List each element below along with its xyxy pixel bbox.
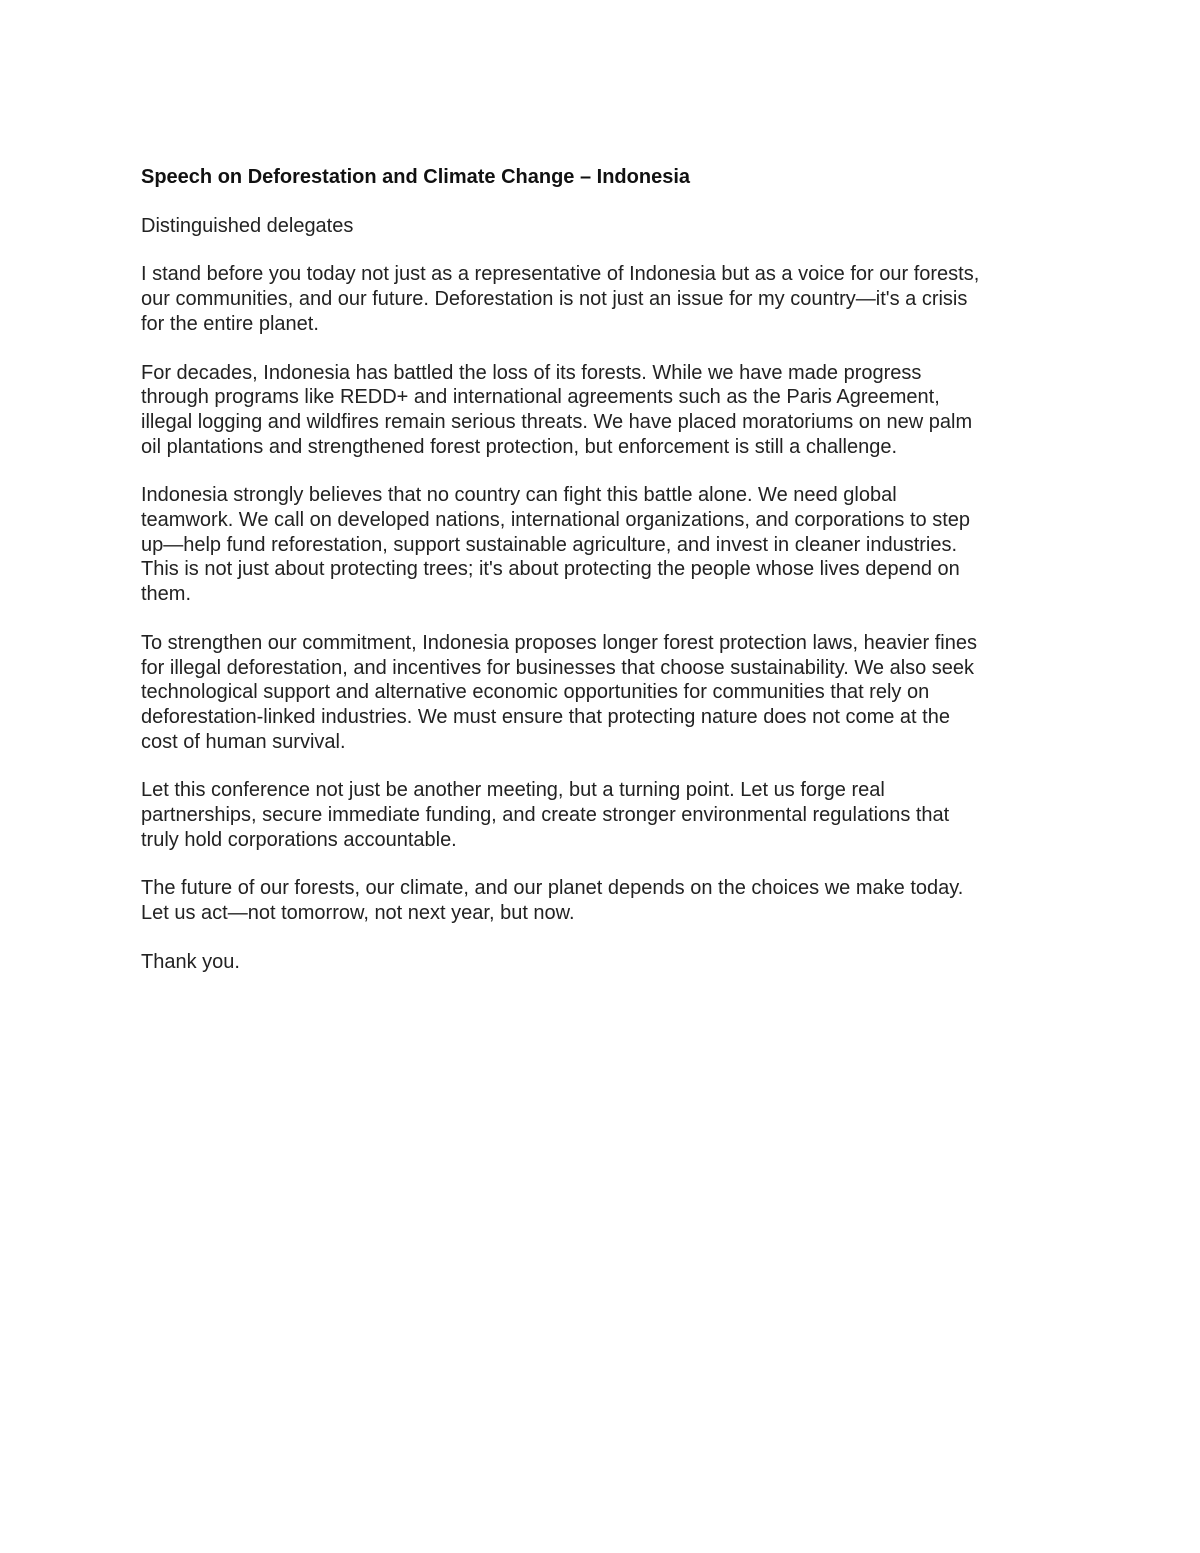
paragraph-turning-point — [141, 778, 1056, 852]
document-title: Speech on Deforestation and Climate Change – Indonesia — [141, 166, 690, 188]
paragraph-call-to-action — [141, 876, 1056, 925]
text-line: teamwork. We call on developed nations, international organizations, and corporations to step — [141, 509, 971, 532]
paragraph-global-teamwork — [141, 483, 1056, 607]
document-body — [141, 165, 1056, 999]
text-line: for illegal deforestation, and incentives for businesses that choose sustainability. We also seek — [141, 656, 975, 679]
text-line: truly hold corporations accountable. — [141, 828, 457, 851]
text-line: This is not just about protecting trees; it's about protecting the people whose lives depend on — [141, 558, 960, 581]
text-line: The future of our forests, our climate, and our planet depends on the choices we make today. — [141, 877, 964, 900]
paragraph-closing — [141, 950, 1056, 975]
text-line: Indonesia strongly believes that no country can fight this battle alone. We need global — [141, 484, 897, 507]
paragraph-salutation — [141, 214, 1056, 239]
text-line: them. — [141, 583, 192, 606]
text-line: oil plantations and strengthened forest protection, but enforcement is still a challenge. — [141, 435, 898, 458]
paragraph-history — [141, 361, 1056, 460]
text-line: illegal logging and wildfires remain serious threats. We have placed moratoriums on new palm — [141, 410, 973, 433]
text-line: For decades, Indonesia has battled the loss of its forests. While we have made progress — [141, 361, 922, 384]
text-line: for the entire planet. — [141, 312, 319, 335]
paragraph-introduction — [141, 262, 1056, 336]
text-line: I stand before you today not just as a representative of Indonesia but as a voice for our forests, — [141, 263, 980, 286]
text-line: cost of human survival. — [141, 730, 346, 753]
text-line: Distinguished delegates — [141, 214, 354, 237]
paragraph-proposals — [141, 631, 1056, 755]
text-line: Let this conference not just be another meeting, but a turning point. Let us forge real — [141, 779, 885, 802]
text-line: our communities, and our future. Deforestation is not just an issue for my country—it's a crisis — [141, 288, 968, 311]
text-line: through programs like REDD+ and international agreements such as the Paris Agreement, — [141, 386, 940, 409]
text-line: To strengthen our commitment, Indonesia proposes longer forest protection laws, heavier fines — [141, 631, 977, 654]
text-line: technological support and alternative economic opportunities for communities that rely on — [141, 681, 930, 704]
text-line: up—help fund reforestation, support sustainable agriculture, and invest in cleaner industries. — [141, 533, 958, 556]
text-line: Thank you. — [141, 950, 240, 973]
text-line: partnerships, secure immediate funding, and create stronger environmental regulations that — [141, 804, 950, 827]
text-line: deforestation-linked industries. We must ensure that protecting nature does not come at the — [141, 705, 950, 728]
text-line: Let us act—not tomorrow, not next year, but now. — [141, 902, 575, 925]
